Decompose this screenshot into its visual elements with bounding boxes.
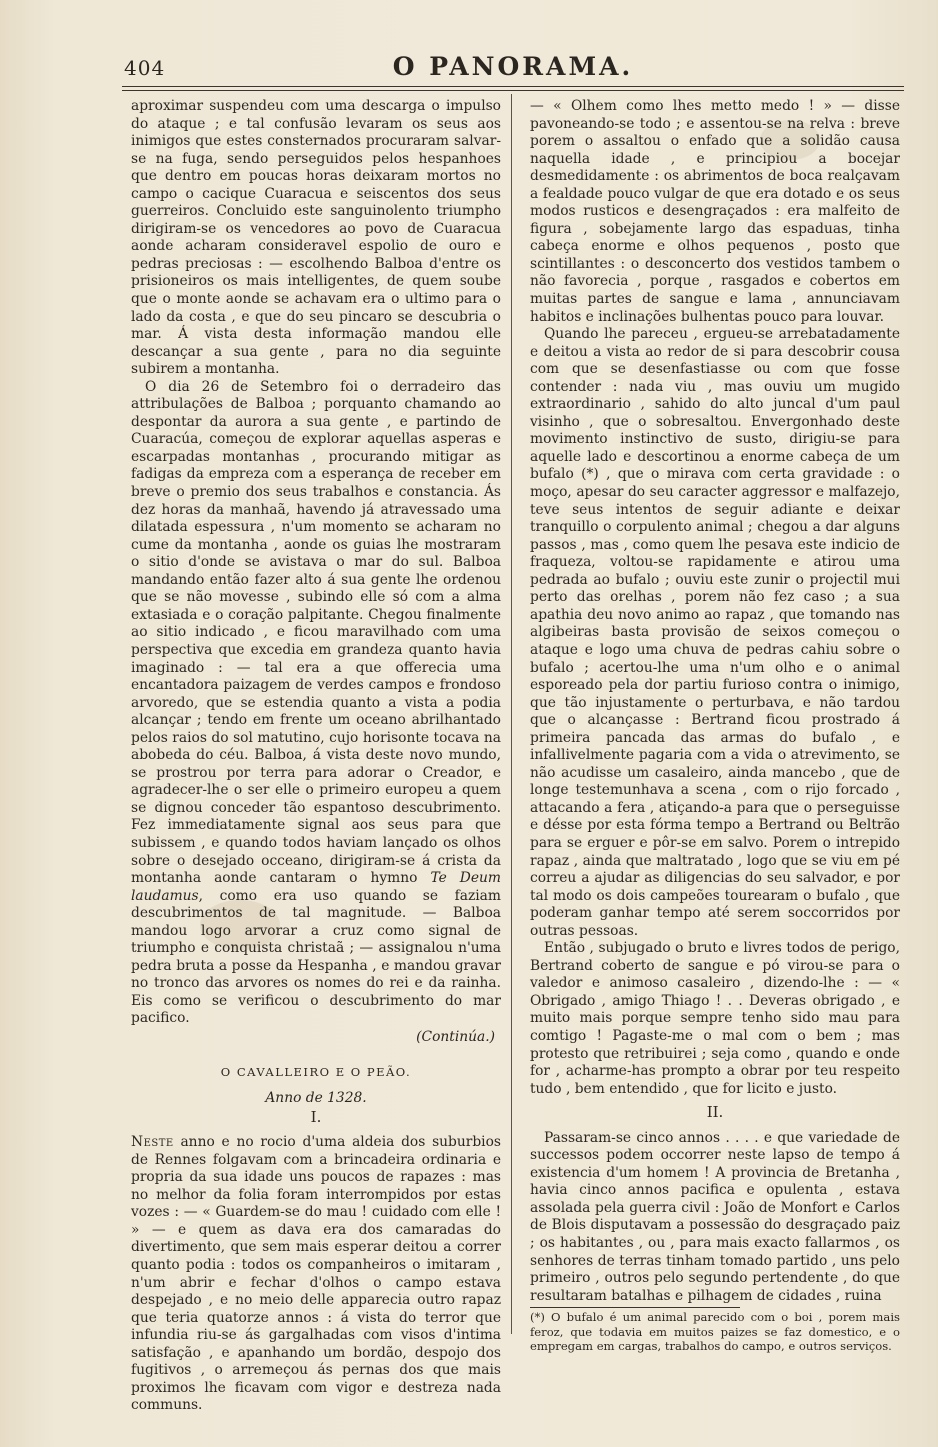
paragraph — [131, 1134, 501, 1415]
right-column — [530, 98, 900, 1354]
paragraph-text: O dia 26 de Setembro foi o derradeiro das attribulações de Balboa ; porquanto chamando ao despontar da aurora a sua gente , e partindo de Cuaracúa, começou de explorar aquellas asperas e escarpadas montanhas , procurando mitigar as fadigas da empreza com a esperança de receber em breve o premio dos seus trabalhos e constancia. Ás dez horas da manhaã, havendo já atravessado uma dilatada espessura , n'um momento se acharam no cume da montanha , aonde os guias lhe mostraram o sitio d'onde se avistava o mar do sul. Balboa mandando então fazer alto á sua gente lhe ordenou que se não movesse , subindo elle só com a alma extasiada e o coração palpitante. Chegou finalmente ao sitio indicado , e ficou maravilhado com uma perspectiva que excedia em grandeza quanto havia imaginado : — tal era a que offerecia uma encantadora paizagem de verdes campos e frondoso arvoredo, que se estendia quanto a vista a podia alcançar ; tendo em frente um oceano abrilhantado pelos raios do sol matutino, cujo horisonte tocava na abobeda do céu. Balboa, á vista deste novo mundo, se prostrou por terra para adorar o Creador, e agradecer-lhe o ser elle o primeiro europeu a quem se dignou conceder tão espantoso descubrimento. Fez immediatamente signal aos seus para que subissem , e quando todos haviam lançado os olhos sobre o desejado occeano, dirigiram-se á crista da montanha aonde cantaram o hymno — [131, 378, 501, 887]
page-header — [120, 50, 906, 84]
footnote: (*) O bufalo é um animal parecido com o boi , porem mais feroz, que todavia em muitos paizes se faz domestico, e o empregam em cargas, trabalhos do campo, e outros serviços. — [530, 1310, 900, 1354]
continued-note: (Continúa.) — [416, 1028, 495, 1045]
story-date: Anno de 1328. — [265, 1090, 367, 1107]
header-rule — [122, 86, 904, 87]
paragraph-text: , como era uso quando se faziam descubrimentos de tal magnitude. — Balboa mandou logo arvorar a cruz como signal de triumpho e conquista christaã ; — assignalou n'uma pedra bruta a posse da Hespanha , e mandou gravar no tronco das arvores os nomes do rei e da rainha. Eis como se verificou o descubrimento do mar pacifico. — [131, 887, 501, 1027]
paragraph: Passaram-se cinco annos . . . . e que variedade de successos podem occorrer neste lapso de tempo á existencia d'um homem ! A provincia de Bretanha , havia cinco annos pacifica e opulenta , estava assolada pela guerra civil : João de Monfort e Carlos de Blois disputavam a possessão do desgraçado paiz ; os habitantes , ou , para mais exacto fallarmos , os senhores de terras tinham tomado partido , uns pelo primeiro , outros pelo segundo pertendente , do que resultaram batalhas e pilhagem de cidades , ruina — [530, 1129, 900, 1304]
column-divider — [511, 94, 512, 1334]
header-rule-thin — [122, 90, 904, 91]
paragraph: aproximar suspendeu com uma descarga o impulso do ataque ; e tal confusão levaram os seus aos inimigos que estes consternados procuraram salvar-se na fuga, sendo perseguidos pelos hespanhoes que dentro em poucas horas deixaram mortos no campo o cacique Cuaracua e seiscentos dos seus guerreiros. Concluido este sanguinolento triumpho dirigiram-se os vencedores ao povo de Cuaracua aonde acharam consideravel espolio de ouro e pedras preciosas : — escolhendo Balboa d'entre os prisioneiros os mais intelligentes, de quem soube que o monte aonde se achavam era o ultimo para o lado da costa , e que do seu pincaro se descubria o mar. Á vista desta informação mandou elle descançar a sua gente , para no dia seguinte subirem a montanha. — [131, 98, 501, 378]
running-title: O PANORAMA. — [392, 52, 634, 81]
paragraph-text: anno e no rocio d'uma aldeia dos suburbios de Rennes folgavam com a brincadeira ordinaria e propria da sua idade uns poucos de rapazes : mas no melhor da folia foram interrompidos por estas vozes : — « Guardem-se do mau ! cuidado com elle ! » — e quem as dava era dos camaradas do divertimento, que sem mais esperar deitou a correr quanto podia : todos os companheiros o imitaram , n'um abrir e fechar d'olhos o campo estava despejado , e no meio delle apparecia outro rapaz que teria quatorze annos : á vista do terror que infundia riu-se ás gargalhadas com visos d'intima satisfação , e apanhando um bordão, despojo dos fugitivos , o arremeçou ás pernas dos que mais proximos lhe ficavam com vigor e destreza nada communs. — [131, 1134, 501, 1414]
story-title: O CAVALLEIRO E O PEÃO. — [220, 1064, 412, 1079]
paragraph: — « Olhem como lhes metto medo ! » — disse pavoneando-se todo ; e assentou-se na relva : breve porem o assaltou o enfado que a solidão causa naquella idade , e principiou a bocejar desmedidamente : os abrimentos de boca realçavam a fealdade pouco vulgar de que era dotado e os seus modos rusticos e desengraçados : era malfeito de figura , sobejamente largo das espaduas, tinha cabeça enorme e olhos pequenos , posto que scintillantes : o desconcerto dos vestidos tambem o não favorecia , porque , rasgados e cobertos em muitas partes de sangue e lama , annunciavam habitos e inclinações bulhentas pouco para louvar. — [530, 98, 900, 325]
hymn-title: Te Deum laudamus — [131, 870, 501, 904]
section-number: I. — [310, 1107, 322, 1126]
left-column — [131, 98, 501, 1415]
page-number: 404 — [124, 56, 166, 80]
paragraph: Então , subjugado o bruto e livres todos de perigo, Bertrand coberto de sangue e pó virou-se para o valedor e animoso casaleiro , dizendo-lhe : — « Obrigado , amigo Thiago ! . . Deveras obrigado , e muito mais porque sempre tenho sido mau para comtigo ! Pagaste-me o mal com o bem ; mas protesto que retribuirei ; seja como , quando e onde for , acharme-has prompto a obrar por teu respeito tudo , bem entendido , que for licito e justo. — [530, 940, 900, 1097]
paragraph: Quando lhe pareceu , ergueu-se arrebatadamente e deitou a vista ao redor de si para descobrir cousa com que se desenfastiasse ou com que fosse contender : nada viu , mas ouviu um mugido extraordinario , sahido do alto juncal d'um paul visinho , que o sobresaltou. Envergonhado deste movimento instinctivo de susto, dirigiu-se para aquelle lado e descortinou a enorme cabeça de um bufalo (*) , que o mirava com certa gravidade : o moço, apesar do seu caracter aggressor e malfazejo, teve seus intentos de seguir adiante e deixar tranquillo o corpulento animal ; chegou a dar alguns passos , mas , como quem lhe pesava este indicio de fraqueza, voltou-se rapidamente e atirou uma pedrada ao bufalo ; ouviu este zunir o projectil mui perto das orelhas , porem não fez caso ; a sua apathia deu novo animo ao rapaz , que tomando nas algibeiras basta provisão de seixos começou o ataque e logo uma chuva de pedras cahiu sobre o bufalo ; acertou-lhe uma n'um olho e o animal esporeado pela dor partiu furioso contra o inimigo, que tão injustamente o perturbava, e não tardou que o alcançasse : Bertrand ficou prostrado á primeira pancada das armas do bufalo , e infallivelmente pagaria com a vida o atrevimento, se não acudisse um casaleiro, ainda mancebo , que de longe testemunhava a scena , com o rijo forcado , attacando a fera , atiçando-a para que o perseguisse e désse por esta fórma tempo a Bertrand ou Beltrão para se erguer e pôr-se em salvo. Porem o intrepido rapaz , ainda que maltratado , logo que se viu em pé correu a ajudar as diligencias do seu salvador, e por tal modo os dois campeões tourearam o bufalo , que poderam ganhar tempo até serem soccorridos por outras pessoas. — [530, 326, 900, 939]
footnote-rule — [530, 1307, 740, 1308]
dropcap-word: Neste — [131, 1134, 174, 1151]
paragraph — [131, 379, 501, 1028]
section-number: II. — [706, 1103, 724, 1122]
